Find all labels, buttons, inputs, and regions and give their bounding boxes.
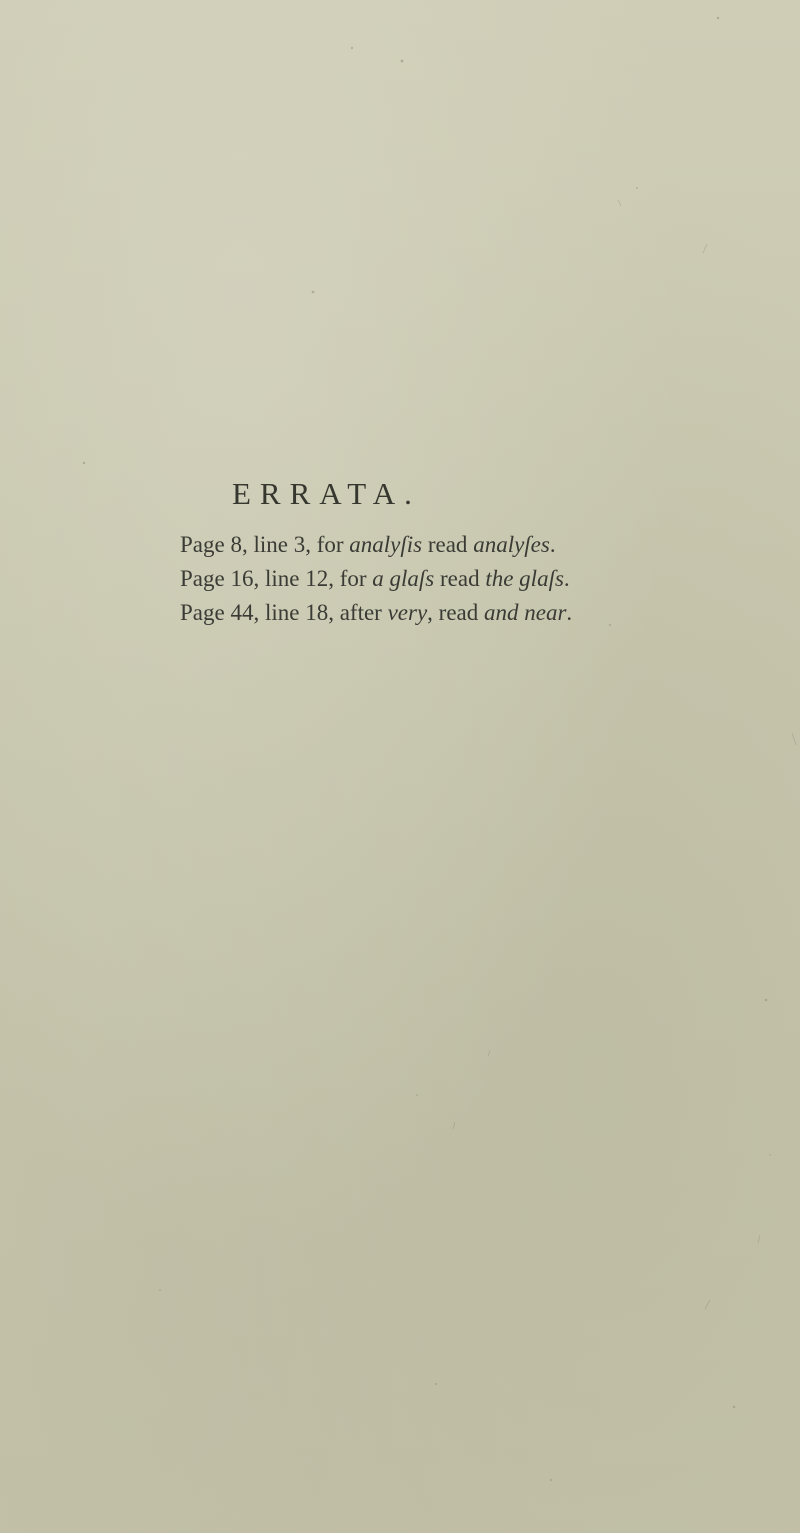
- errata-entry: [180, 562, 600, 596]
- entry-wrong-text: very: [387, 600, 428, 625]
- errata-entry: [180, 528, 600, 562]
- entry-correct-text: analyſes: [473, 532, 550, 557]
- errata-list: [180, 528, 600, 630]
- entry-read: read: [422, 532, 474, 557]
- entry-read: , read: [427, 600, 484, 625]
- entry-location: Page 44, line 18, after: [180, 600, 388, 625]
- entry-location: Page 16, line 12, for: [180, 566, 373, 591]
- entry-wrong-text: a glaſs: [372, 566, 435, 591]
- entry-location: Page 8, line 3, for: [180, 532, 350, 557]
- entry-correct-text: and near: [483, 600, 567, 625]
- entry-read: read: [434, 566, 486, 591]
- errata-heading: ERRATA.: [232, 476, 421, 511]
- entry-correct-text: the glaſs: [485, 566, 564, 591]
- entry-wrong-text: analyſis: [349, 532, 423, 557]
- entry-period: .: [563, 566, 570, 591]
- entry-period: .: [566, 600, 573, 625]
- entry-period: .: [549, 532, 556, 557]
- errata-entry: [180, 596, 600, 630]
